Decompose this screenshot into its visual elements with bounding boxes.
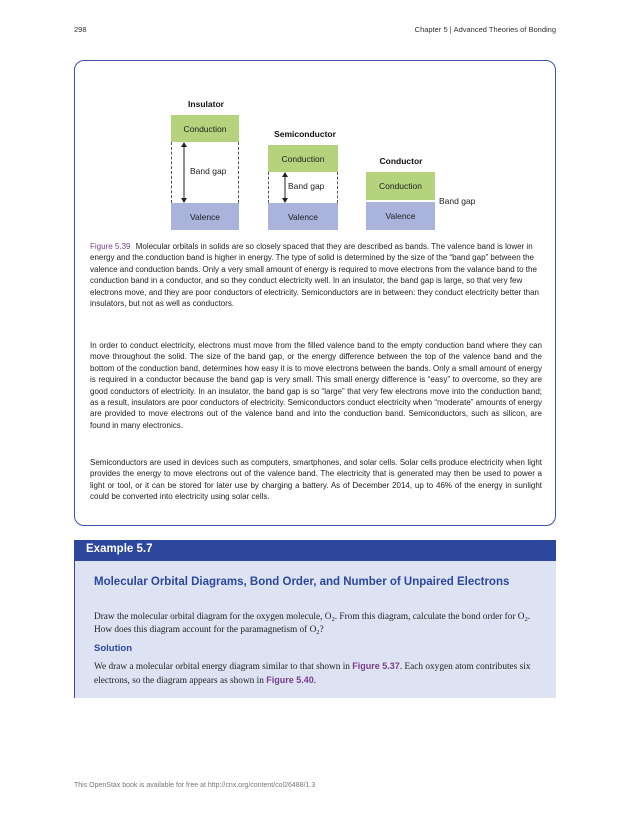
- example-title: Molecular Orbital Diagrams, Bond Order, and Number of Unpaired Electrons: [94, 576, 510, 588]
- example-solution: [94, 660, 539, 688]
- subscript: 2: [316, 629, 320, 636]
- chapter-number: Chapter 5: [414, 25, 448, 34]
- chemistry-in-everyday-life-box: [74, 60, 556, 526]
- semiconductor-conduction-band: Conduction: [268, 145, 338, 172]
- problem-text: ?: [319, 625, 324, 635]
- chapter-title: Advanced Theories of Bonding: [453, 25, 556, 34]
- insulator-gap-arrow: [179, 142, 189, 203]
- insulator-conduction-band: Conduction: [171, 115, 239, 142]
- semiconductor-gap-dash-left: [268, 172, 269, 203]
- body-paragraph: In order to conduct electricity, electrons must move from the filled valence band to the empty conduction band where they can move throughout the solid. The size of the band gap, or the energy difference between the top of the valence band and the bottom of the conduction band, determines how easy it is to move electrons between the bands. Only a small amount of energy is required in a conductor because the band gap is very small. This small energy difference is “easy” to overcome, so they are good conductors of electricity. In an insulator, the band gap is so “large” that very few electrons move into the conduction band; as a result, insulators are poor conductors of electricity. Semiconductors conduct electricity when “moderate” amounts of energy are provided to move electrons out of the valence band and into the conduction band. Semiconductors, such as silicon, are found in many electronics.: [90, 341, 542, 430]
- example-problem: [94, 611, 539, 637]
- subscript: 2: [524, 616, 528, 623]
- insulator-gap-dash-right: [238, 142, 239, 203]
- figure-label: Figure 5.39: [90, 242, 131, 251]
- conductor-conduction-band: Conduction: [366, 172, 435, 200]
- solution-text: We draw a molecular orbital energy diagram similar to that shown in: [94, 662, 353, 672]
- example-header: Example 5.7: [74, 540, 556, 561]
- body-paragraph: Semiconductors are used in devices such as computers, smartphones, and solar cells. Solar cells produce electricity when light provides the energy to move electrons out of the valence band. The electricity that is generated may then be used to power a light or tool, or it can be stored for later use by charging a battery. As of December 2014, up to 46% of the energy in sunlight could be converted into electricity using solar cells.: [90, 458, 542, 502]
- problem-text: . How does this diagram account for the paramagnetism of O: [94, 612, 531, 635]
- figure-caption: [90, 241, 542, 309]
- page-number: 298: [74, 25, 87, 34]
- figure-caption-text: Molecular orbitals in solids are so closely spaced that they are described as bands. The valence band is lower in energy and the conduction band is higher in energy. The type of solid is determined by the size of the “band gap” between the valence and conduction bands. Only a very small amount of energy is required to move electrons from the valance band to the conduction band in a conductor, and so they conduct electricity well. In an insulator, the band gap is large, so that very few electrons move, and they are poor conductors of electricity. Semiconductors are in between: they conduct electricity better than insulators, but not as well as conductors.: [90, 242, 539, 309]
- conductor-title: Conductor: [379, 156, 423, 166]
- problem-text: Draw the molecular orbital diagram for the oxygen molecule, O: [94, 612, 332, 622]
- band-gap-diagram: [75, 61, 557, 241]
- conductor-gap-label: Band gap: [439, 196, 476, 206]
- problem-text: . From this diagram, calculate the bond order for O: [334, 612, 525, 622]
- solution-text: .: [313, 676, 317, 686]
- semiconductor-gap-dash-right: [337, 172, 338, 203]
- figure-5-40-link[interactable]: Figure 5.40: [266, 675, 314, 685]
- solution-heading: Solution: [94, 643, 132, 654]
- semiconductor-title: Semiconductor: [274, 129, 336, 139]
- subscript: 2: [331, 616, 335, 623]
- solution-text: . Each oxygen atom contributes six electrons, so the diagram appears as shown in: [94, 662, 531, 686]
- insulator-gap-dash-left: [171, 142, 172, 203]
- insulator-gap-label: Band gap: [190, 166, 227, 176]
- figure-5-37-link[interactable]: Figure 5.37: [352, 661, 400, 671]
- example-body: [74, 561, 556, 698]
- insulator-valence-band: Valence: [171, 203, 239, 230]
- running-head-separator: |: [449, 25, 452, 34]
- semiconductor-gap-label: Band gap: [288, 181, 325, 191]
- page-footer: This OpenStax book is available for free at http://cnx.org/content/col26488/1.3: [74, 782, 316, 789]
- semiconductor-valence-band: Valence: [268, 203, 338, 230]
- page-header: [0, 25, 630, 37]
- conductor-valence-band: Valence: [366, 202, 435, 230]
- running-head: [415, 25, 556, 34]
- insulator-title: Insulator: [188, 99, 224, 109]
